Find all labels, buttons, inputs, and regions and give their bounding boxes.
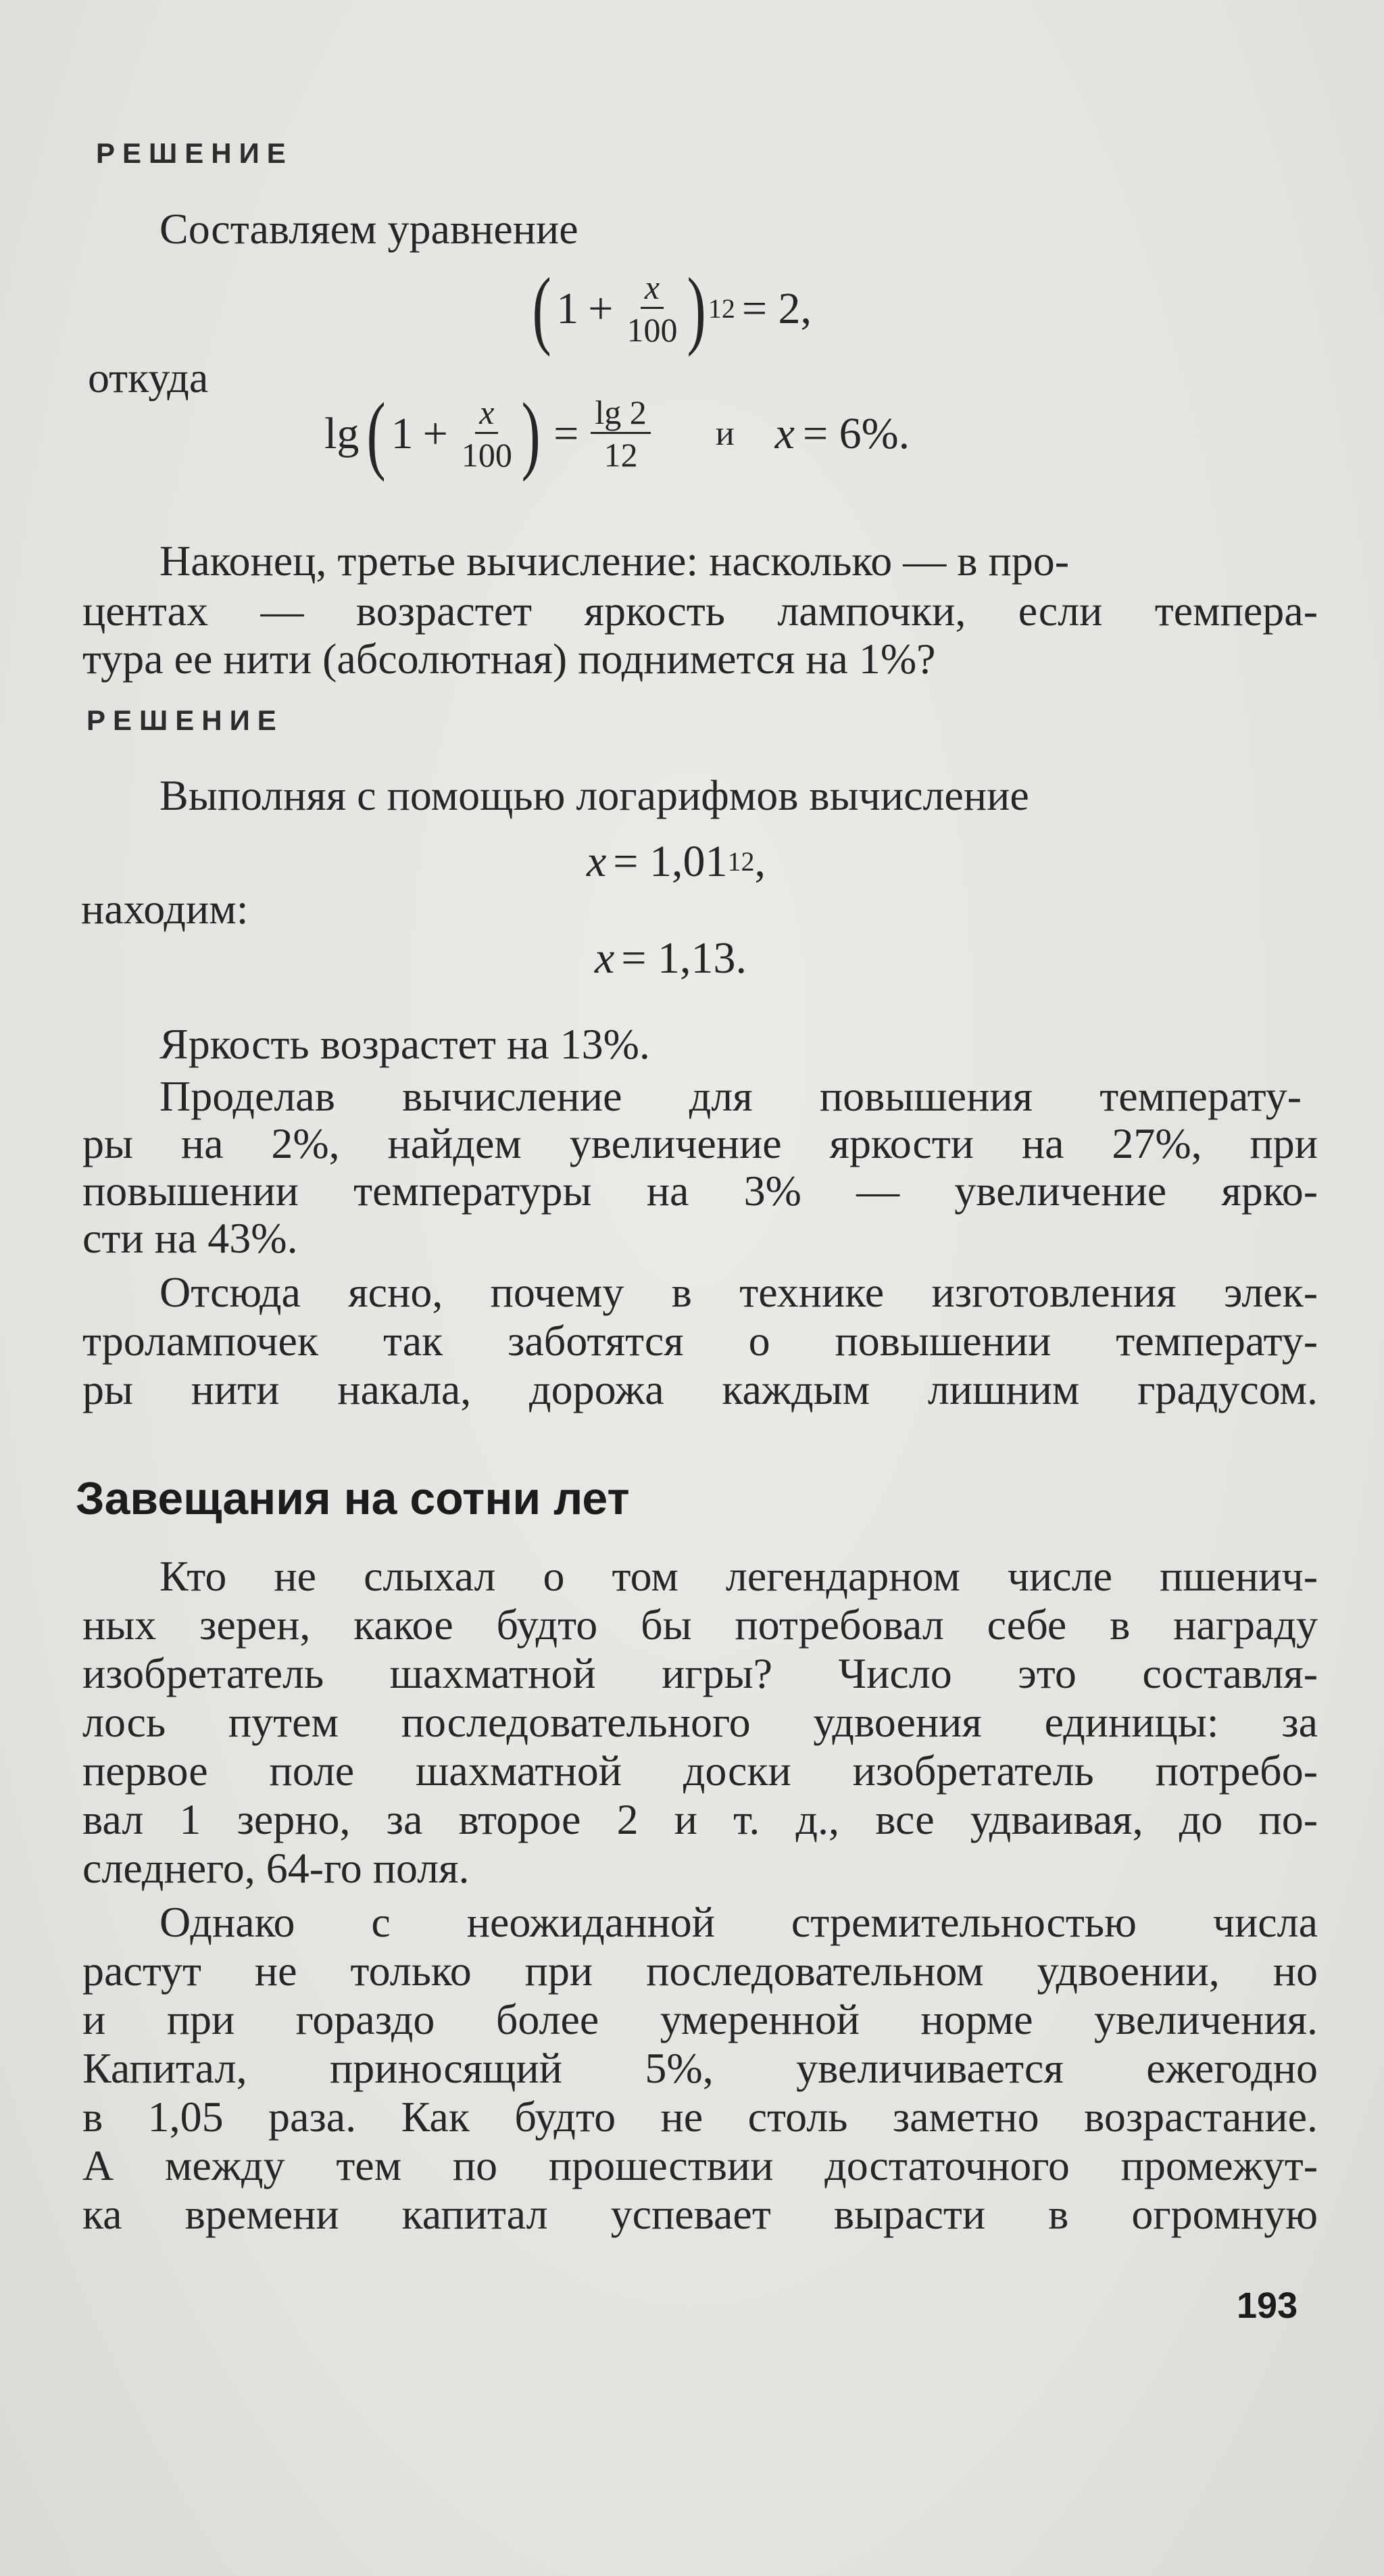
eq1-fraction: [627, 270, 678, 347]
section1-line-5: первое поле шахматной доски изобретатель потребо-: [82, 1747, 1318, 1795]
eq2-fraction: [462, 395, 512, 472]
eq2-and: и: [715, 414, 735, 453]
eq1-one: 1: [556, 283, 579, 333]
para2-line-4: сти на 43%.: [82, 1214, 298, 1262]
section1-line-4: лось путем последовательного удвоения единицы: за: [82, 1698, 1318, 1746]
eq1-rhs: = 2,: [741, 283, 812, 333]
eq1-exponent: 12: [708, 293, 735, 324]
eq2-lg: lg: [324, 408, 360, 458]
equation-4: [595, 933, 747, 983]
equation-1: [527, 260, 812, 358]
equation-3: [587, 837, 766, 886]
eq2-equals: =: [553, 408, 579, 458]
eq4-x: x: [595, 933, 615, 983]
eq2-numerator: x: [475, 395, 498, 434]
question-line-1: Наконец, третье вычисление: насколько — в про-: [159, 537, 1069, 585]
section1-line-3: изобретатель шахматной игры? Число это составля-: [82, 1649, 1318, 1697]
para2-line-1: Проделав вычисление для повышения температу-: [159, 1072, 1302, 1120]
para2-line-2: ры на 2%, найдем увеличение яркости на 27%, при: [82, 1119, 1318, 1167]
right-paren: ): [687, 260, 706, 358]
section1-line-2: ных зерен, какое будто бы потребовал себе в награду: [82, 1601, 1318, 1649]
otkuda-line: откуда: [88, 354, 209, 402]
question-line-2: центах — возрастет яркость лампочки, если темпера-: [82, 587, 1318, 635]
intro-line: Составляем уравнение: [159, 205, 578, 253]
para3-line-1: Отсюда ясно, почему в технике изготовления элек-: [159, 1268, 1318, 1316]
left-paren: (: [532, 260, 551, 358]
section-heading: Завещания на сотни лет: [76, 1473, 630, 1524]
eq3-x: x: [587, 837, 607, 886]
equation-2: [324, 385, 910, 483]
solution-label-1: РЕШЕНИЕ: [96, 137, 293, 169]
eq2-result: = 6%.: [802, 408, 910, 458]
solution-label-2: РЕШЕНИЕ: [86, 704, 284, 736]
eq2-fraction-lg: [591, 395, 650, 472]
eq4-rhs: = 1,13.: [621, 933, 747, 983]
eq2-plus: +: [422, 408, 448, 458]
eq2-twelve: 12: [603, 436, 638, 474]
para3-line-2: тролампочек так заботятся о повышении температу-: [82, 1317, 1318, 1365]
question-line-3: тура ее нити (абсолютная) поднимется на 1%?: [82, 635, 936, 683]
brightness-line: Яркость возрастет на 13%.: [159, 1020, 650, 1068]
eq2-denominator: 100: [461, 436, 512, 474]
eq2-one: 1: [391, 408, 414, 458]
section2-line-7: ка времени капитал успевает вырасти в огромную: [82, 2190, 1318, 2238]
section1-line-6: вал 1 зерно, за второе 2 и т. д., все удваивая, до по-: [82, 1795, 1318, 1843]
eq3-exponent: 12: [727, 846, 755, 877]
eq1-plus: +: [588, 283, 614, 333]
eq3-rhs: = 1,01: [613, 837, 728, 886]
eq2-x: x: [774, 408, 795, 458]
para3-line-3: ры нити накала, дорожа каждым лишним градусом.: [82, 1365, 1318, 1413]
section2-line-6: А между тем по прошествии достаточного промежут-: [82, 2141, 1318, 2189]
section2-line-5: в 1,05 раза. Как будто не столь заметно возрастание.: [82, 2093, 1318, 2141]
eq1-denominator: 100: [626, 311, 678, 349]
section2-line-4: Капитал, приносящий 5%, увеличивается ежегодно: [82, 2044, 1318, 2092]
section2-line-1: Однако с неожиданной стремительностью числа: [159, 1898, 1318, 1946]
section2-line-2: растут не только при последовательном удвоении, но: [82, 1947, 1318, 1995]
para2-line-3: повышении температуры на 3% — увеличение ярко-: [82, 1167, 1318, 1215]
section2-line-3: и при гораздо более умеренной норме увеличения.: [82, 1995, 1318, 2043]
block2-line1: Выполняя с помощью логарифмов вычисление: [159, 771, 1029, 819]
right-paren: ): [521, 385, 541, 483]
left-paren: (: [366, 385, 387, 483]
section1-line-1: Кто не слыхал о том легендарном числе пшенич-: [159, 1552, 1318, 1600]
eq1-numerator: x: [641, 270, 664, 309]
nahodim-line: находим:: [81, 885, 249, 933]
section1-line-7: следнего, 64-го поля.: [82, 1844, 470, 1892]
page-number: 193: [1237, 2285, 1298, 2326]
eq2-lg2: lg 2: [591, 395, 650, 434]
eq3-comma: ,: [754, 837, 766, 886]
